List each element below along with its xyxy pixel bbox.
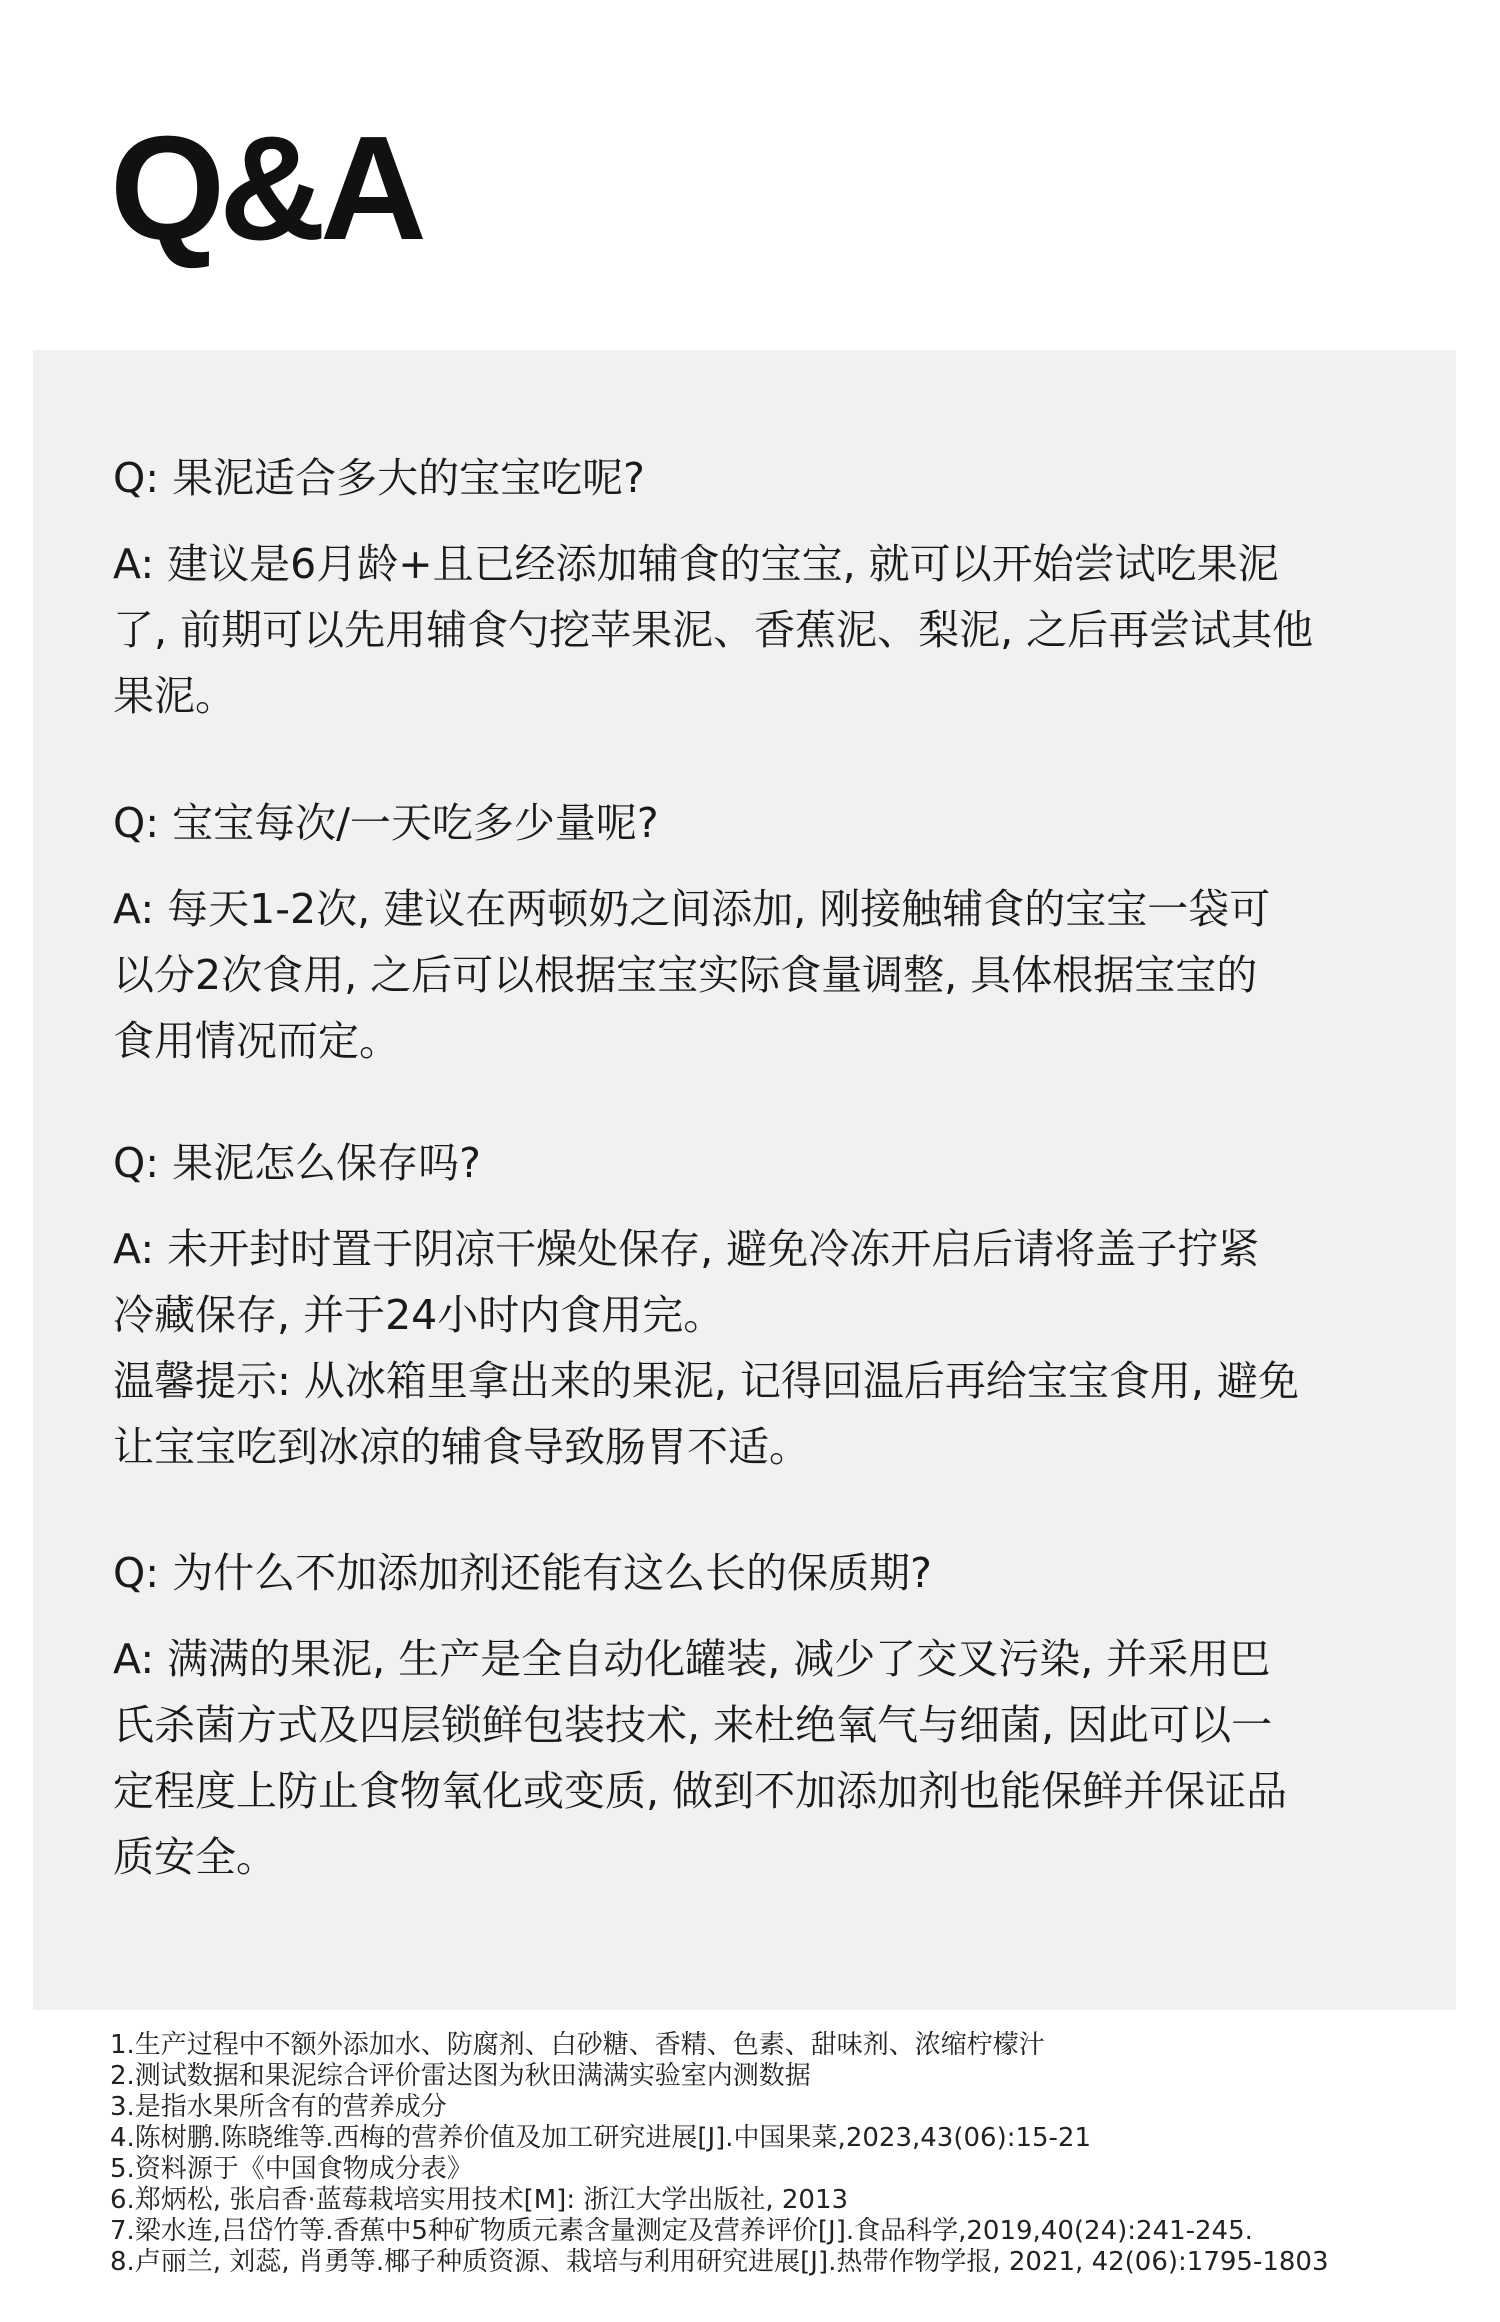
qa-item <box>113 790 1433 1074</box>
answer-text <box>113 1626 1433 1890</box>
answer-line: A: 未开封时置于阴凉干燥处保存, 避免冷冻开启后请将盖子拧紧 <box>113 1225 1260 1273</box>
answer-line: 温馨提示: 从冰箱里拿出来的果泥, 记得回温后再给宝宝食用, 避免 <box>113 1357 1299 1405</box>
answer-line: 定程度上防止食物氧化或变质, 做到不加添加剂也能保鲜并保证品 <box>113 1767 1288 1815</box>
answer-line: 果泥。 <box>113 672 236 720</box>
question-text: Q: 果泥怎么保存吗? <box>113 1139 481 1187</box>
answer-line: 氏杀菌方式及四层锁鲜包装技术, 来杜绝氧气与细菌, 因此可以一 <box>113 1701 1273 1749</box>
answer-line: 食用情况而定。 <box>113 1017 400 1065</box>
answer-line: A: 满满的果泥, 生产是全自动化罐装, 减少了交叉污染, 并采用巴 <box>113 1635 1271 1683</box>
qa-item <box>113 1540 1433 1890</box>
footnote: 2.测试数据和果泥综合评价雷达图为秋田满满实验室内测数据 <box>110 2061 811 2091</box>
question-text: Q: 宝宝每次/一天吃多少量呢? <box>113 799 659 847</box>
answer-text <box>113 1216 1433 1480</box>
footnote: 3.是指水果所含有的营养成分 <box>110 2092 447 2122</box>
question-text: Q: 果泥适合多大的宝宝吃呢? <box>113 454 645 502</box>
qa-panel <box>33 350 1456 2010</box>
answer-line: A: 每天1-2次, 建议在两顿奶之间添加, 刚接触辅食的宝宝一袋可 <box>113 885 1271 933</box>
footnote: 6.郑炳松, 张启香·蓝莓栽培实用技术[M]: 浙江大学出版社, 2013 <box>110 2185 849 2215</box>
answer-line: 以分2次食用, 之后可以根据宝宝实际食量调整, 具体根据宝宝的 <box>113 951 1258 999</box>
qa-item <box>113 445 1433 729</box>
footnote: 4.陈树鹏.陈晓维等.西梅的营养价值及加工研究进展[J].中国果菜,2023,43(06):15-21 <box>110 2123 1092 2153</box>
answer-line: 了, 前期可以先用辅食勺挖苹果泥、香蕉泥、梨泥, 之后再尝试其他 <box>113 606 1314 654</box>
page-title: Q&A <box>110 106 421 271</box>
answer-line: 冷藏保存, 并于24小时内食用完。 <box>113 1291 725 1339</box>
answer-line: 质安全。 <box>113 1833 277 1881</box>
answer-text <box>113 531 1433 729</box>
answer-line: A: 建议是6月龄+且已经添加辅食的宝宝, 就可以开始尝试吃果泥 <box>113 540 1279 588</box>
footnote: 7.梁水连,吕岱竹等.香蕉中5种矿物质元素含量测定及营养评价[J].食品科学,2019,40(24):241-245. <box>110 2216 1253 2246</box>
qa-item <box>113 1130 1433 1480</box>
answer-line: 让宝宝吃到冰凉的辅食导致肠胃不适。 <box>113 1423 810 1471</box>
footnote: 5.资料源于《中国食物成分表》 <box>110 2154 473 2184</box>
question-text: Q: 为什么不加添加剂还能有这么长的保质期? <box>113 1549 932 1597</box>
answer-text <box>113 876 1433 1074</box>
footnote: 1.生产过程中不额外添加水、防腐剂、白砂糖、香精、色素、甜味剂、浓缩柠檬汁 <box>110 2030 1045 2060</box>
footnotes <box>110 2030 1480 2278</box>
footnote: 8.卢丽兰, 刘蕊, 肖勇等.椰子种质资源、栽培与利用研究进展[J].热带作物学报, 2021, 42(06):1795-1803 <box>110 2247 1329 2277</box>
